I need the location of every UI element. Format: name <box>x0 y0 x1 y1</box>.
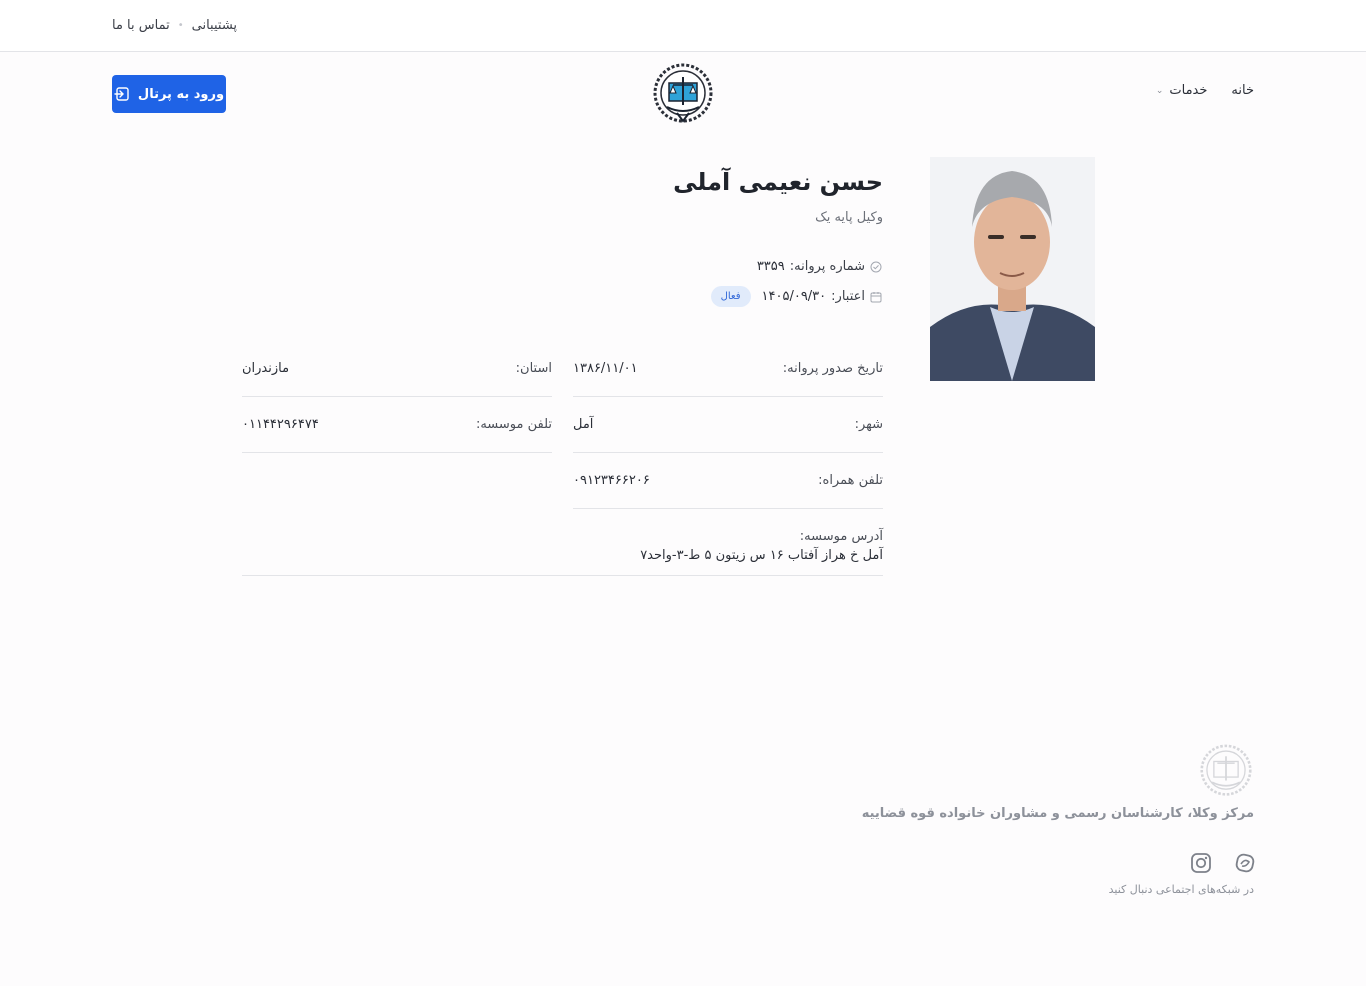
menu-item-label: خدمات <box>1169 83 1208 98</box>
validity-label: اعتبار: <box>831 289 865 304</box>
mobile-field <box>573 465 883 509</box>
license-number: ۳۳۵۹ <box>756 259 785 274</box>
field-value: آمل خ هراز آفتاب ۱۶ س زیتون ۵ ط-۳-واحد۷ <box>640 548 883 563</box>
issue-date-field <box>573 353 883 397</box>
status-badge: فعال <box>711 286 751 307</box>
field-value: ۰۱۱۴۴۲۹۶۴۷۴ <box>242 417 319 432</box>
check-circle-icon <box>870 261 882 273</box>
portal-login-button[interactable] <box>112 75 226 113</box>
lawyer-name: حسن نعیمی آملی <box>673 168 883 196</box>
footer-logo <box>1200 744 1252 798</box>
top-links <box>112 15 237 35</box>
field-label: آدرس موسسه: <box>799 529 883 544</box>
validity-date: ۱۴۰۵/۰۹/۳۰ <box>761 289 827 304</box>
field-label: تاریخ صدور پروانه: <box>782 361 883 376</box>
main-menu <box>1156 83 1254 98</box>
judiciary-logo[interactable] <box>653 63 713 125</box>
field-value: مازندران <box>242 361 290 376</box>
field-value: ۱۳۸۶/۱۱/۰۱ <box>573 361 638 376</box>
eitaa-icon[interactable] <box>1234 852 1256 874</box>
support-link[interactable]: پشتیبانی <box>191 17 238 33</box>
license-row <box>757 259 882 274</box>
field-label: تلفن موسسه: <box>475 417 552 432</box>
contact-link[interactable]: تماس با ما <box>112 17 170 33</box>
menu-item-services[interactable] <box>1156 83 1208 98</box>
lawyer-photo <box>930 157 1095 381</box>
lawyer-rank: وکیل پایه یک <box>815 210 883 225</box>
menu-item-label: خانه <box>1231 83 1254 98</box>
office-phone-field <box>242 409 552 453</box>
license-label: شماره پروانه: <box>789 259 865 274</box>
top-bar <box>0 0 1366 52</box>
field-label: استان: <box>515 361 552 376</box>
login-icon <box>114 86 130 102</box>
social-links <box>1190 852 1256 874</box>
field-value: ۰۹۱۲۳۴۶۶۲۰۶ <box>573 473 650 488</box>
menu-item-home[interactable] <box>1231 83 1254 98</box>
city-field <box>573 409 883 453</box>
separator: • <box>177 19 184 31</box>
portal-login-label: ورود به پرتال <box>137 86 225 102</box>
follow-text: در شبکه‌های اجتماعی دنبال کنید <box>1108 883 1254 896</box>
instagram-icon[interactable] <box>1190 852 1212 874</box>
validity-row <box>711 286 882 307</box>
field-label: شهر: <box>854 417 883 432</box>
calendar-icon <box>870 291 882 303</box>
field-value: آمل <box>573 417 594 432</box>
main-navbar <box>0 52 1366 136</box>
address-field <box>242 527 883 576</box>
field-label: تلفن همراه: <box>818 473 883 488</box>
chevron-down-icon: ⌄ <box>1155 85 1164 96</box>
province-field <box>242 353 552 397</box>
footer-title: مرکز وکلا، کارشناسان رسمی و مشاوران خانواده قوه قضاییه <box>861 806 1254 821</box>
